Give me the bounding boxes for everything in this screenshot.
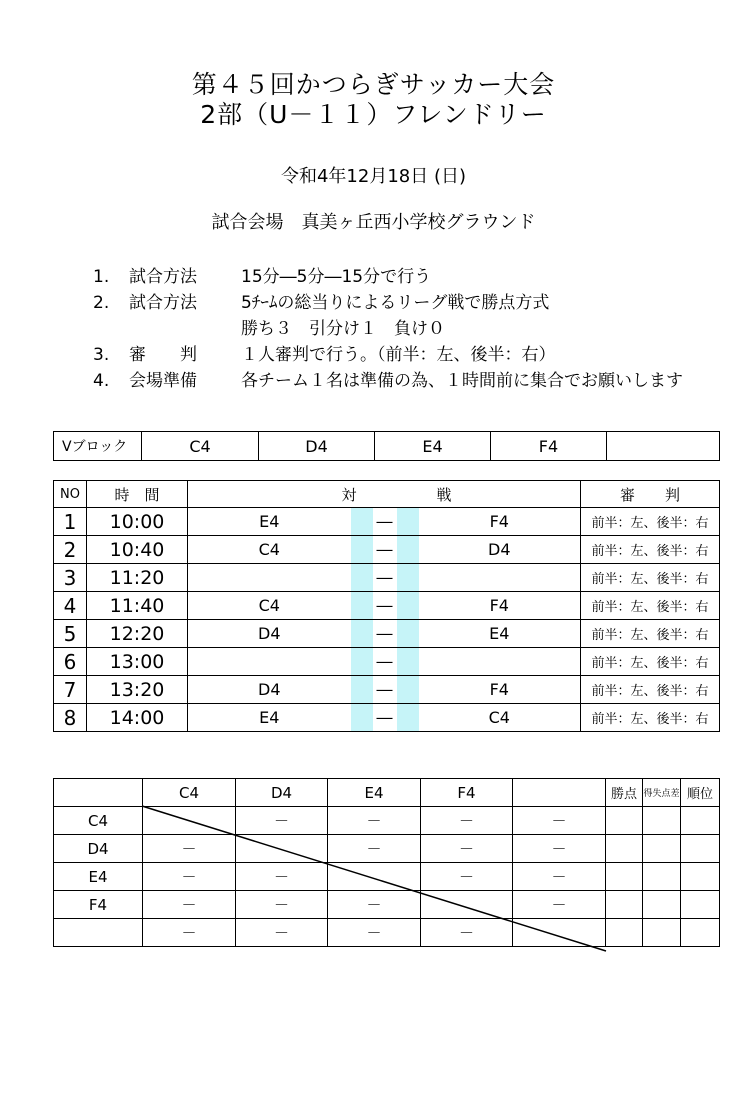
league-cell: － [236,891,328,919]
rules-list [93,262,683,392]
cyan-spacer [351,704,373,732]
match-team1 [188,648,351,676]
title-line-2: 2部（U－１１）フレンドリー [200,100,547,129]
league-cell: － [328,835,421,863]
match-no: 4 [54,592,87,620]
match-team1: E4 [188,508,351,536]
cyan-spacer [351,508,373,536]
match-team2: F4 [419,508,581,536]
league-cell: － [421,807,513,835]
match-team1: C4 [188,536,351,564]
match-team1: D4 [188,676,351,704]
rule-label: 試合方法 [129,267,197,287]
cyan-spacer [397,536,419,564]
rule-number: 1. [93,267,110,287]
match-team2: C4 [419,704,581,732]
event-venue: 試合会場 真美ヶ丘西小学校グラウンド [211,212,536,233]
cyan-spacer [351,564,373,592]
rule-text: 各チーム１名は準備の為、１時間前に集合でお願いします [241,371,683,391]
match-time: 11:40 [87,592,188,620]
cyan-spacer [351,536,373,564]
match-team2 [419,648,581,676]
league-table-wrapper [53,778,720,953]
match-dash: ― [373,676,397,704]
header-rank: 順位 [681,779,720,807]
match-team2: F4 [419,592,581,620]
league-cell: － [143,891,236,919]
rule-label: 会場準備 [129,371,197,391]
match-dash: ― [373,592,397,620]
league-team: E4 [54,863,143,891]
match-no: 2 [54,536,87,564]
rule-number: 3. [93,345,110,365]
cyan-spacer [351,592,373,620]
match-referee: 前半：左、後半：右 [581,648,720,676]
block-label: Vブロック [54,432,142,461]
league-diagonal-line [53,778,720,953]
match-referee: 前半：左、後半：右 [581,704,720,732]
league-cell: － [143,835,236,863]
block-team: E4 [375,432,491,461]
league-cell: － [328,891,421,919]
rule-number: 4. [93,371,110,391]
league-team: D4 [54,835,143,863]
league-col-header: E4 [328,779,421,807]
match-time: 10:40 [87,536,188,564]
header-goal-diff: 得失点差 [643,779,681,807]
rule-item [93,366,683,392]
table-row [54,704,720,732]
league-cell: － [513,807,606,835]
header-referee: 審 判 [581,481,720,508]
match-referee: 前半：左、後半：右 [581,536,720,564]
cyan-spacer [397,620,419,648]
table-row [54,648,720,676]
cyan-spacer [397,648,419,676]
block-team: D4 [259,432,375,461]
league-cell: － [236,919,328,947]
match-team2 [419,564,581,592]
block-table [53,431,720,461]
rule-item [93,262,683,288]
league-col-header: C4 [143,779,236,807]
match-time: 13:20 [87,676,188,704]
cyan-spacer [397,676,419,704]
match-dash: ― [373,536,397,564]
cyan-spacer [351,648,373,676]
match-referee: 前半：左、後半：右 [581,620,720,648]
rule-item [93,314,683,340]
header-vs: 対 [188,481,397,508]
match-no: 5 [54,620,87,648]
match-no: 8 [54,704,87,732]
match-dash: ― [373,704,397,732]
table-row [54,508,720,536]
header-points: 勝点 [606,779,643,807]
league-cell: － [421,835,513,863]
league-team: F4 [54,891,143,919]
match-team2: D4 [419,536,581,564]
league-cell: － [513,863,606,891]
match-dash: ― [373,508,397,536]
rule-item [93,288,683,314]
rule-label: 審 判 [129,345,197,365]
cyan-spacer [397,508,419,536]
schedule-table [53,480,720,732]
rule-number: 2. [93,293,110,313]
match-team1: E4 [188,704,351,732]
cyan-spacer [397,564,419,592]
match-time: 14:00 [87,704,188,732]
cyan-spacer [351,620,373,648]
header-sen: 戦 [397,481,581,508]
match-team1 [188,564,351,592]
match-dash: ― [373,620,397,648]
match-no: 6 [54,648,87,676]
cyan-spacer [351,676,373,704]
match-dash: ― [373,564,397,592]
match-time: 10:00 [87,508,188,536]
league-col-header: D4 [236,779,328,807]
block-team: F4 [491,432,607,461]
title-line-1: 第４５回かつらぎサッカー大会 [191,70,556,99]
cyan-spacer [397,704,419,732]
rule-text: 5ﾁｰﾑの総当りによるリーグ戦で勝点方式 [241,293,550,313]
league-cell: － [328,807,421,835]
rule-text: 15分―5分―15分で行う [241,267,432,287]
match-team1: C4 [188,592,351,620]
match-team1: D4 [188,620,351,648]
table-row [54,620,720,648]
diagonal-stroke [142,806,606,951]
rule-text: １人審判で行う。（前半：左、後半：右） [241,345,556,365]
match-dash: ― [373,648,397,676]
header-no: NO [54,481,87,508]
rule-text: 勝ち３ 引分け１ 負け０ [241,319,445,339]
table-row [54,564,720,592]
header-time: 時 間 [87,481,188,508]
match-time: 12:20 [87,620,188,648]
match-time: 11:20 [87,564,188,592]
schedule-header-row [54,481,720,508]
table-row [54,592,720,620]
league-team: C4 [54,807,143,835]
rule-label: 試合方法 [129,293,197,313]
match-no: 7 [54,676,87,704]
league-cell: － [513,891,606,919]
table-row [54,536,720,564]
match-referee: 前半：左、後半：右 [581,564,720,592]
block-team: C4 [142,432,259,461]
rule-item [93,340,683,366]
league-col-header: F4 [421,779,513,807]
match-referee: 前半：左、後半：右 [581,676,720,704]
table-row [54,676,720,704]
league-cell: － [421,863,513,891]
match-no: 3 [54,564,87,592]
league-cell: － [143,863,236,891]
league-cell: － [421,919,513,947]
league-cell: － [236,807,328,835]
league-cell: － [236,863,328,891]
league-cell: － [143,919,236,947]
match-no: 1 [54,508,87,536]
match-team2: E4 [419,620,581,648]
match-time: 13:00 [87,648,188,676]
league-cell: － [513,835,606,863]
cyan-spacer [397,592,419,620]
match-referee: 前半：左、後半：右 [581,592,720,620]
block-team [607,432,720,461]
league-cell: － [328,919,421,947]
match-referee: 前半：左、後半：右 [581,508,720,536]
event-date: 令和4年12月18日 (日) [280,166,467,187]
match-team2: F4 [419,676,581,704]
